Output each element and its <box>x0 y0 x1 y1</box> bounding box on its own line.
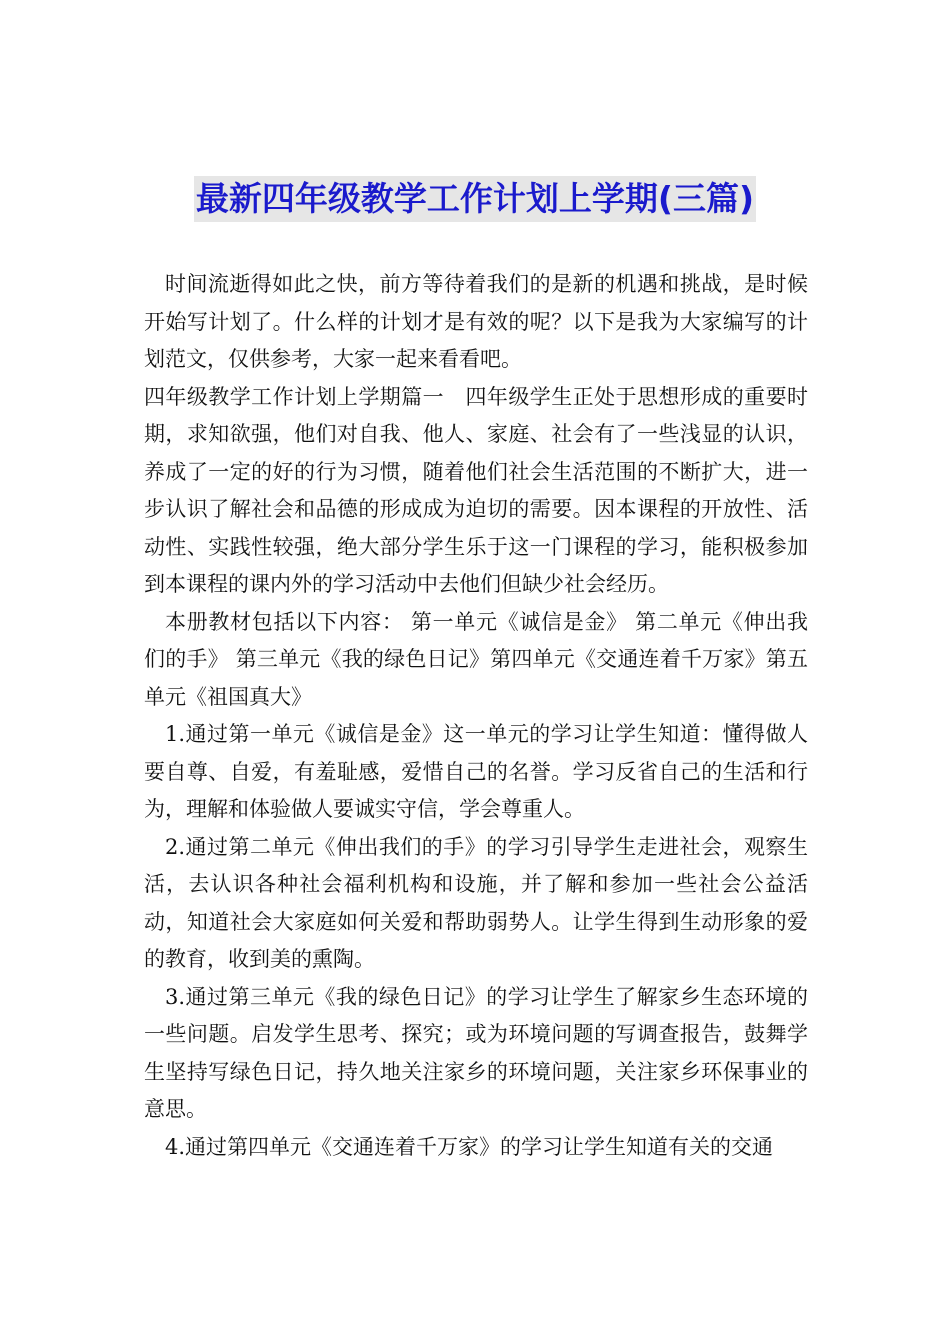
document-title: 最新四年级教学工作计划上学期(三篇) <box>194 176 756 222</box>
paragraph-unit-1: 1.通过第一单元《诚信是金》这一单元的学习让学生知道：懂得做人要自尊、自爱，有羞耻感，爱惜自己的名誉。学习反省自己的生活和行为，理解和体验做人要诚实守信，学会尊重人。 <box>144 722 808 821</box>
paragraph-unit-4: 4.通过第四单元《交通连着千万家》的学习让学生知道有关的交通 <box>165 1134 774 1159</box>
title-container <box>0 176 950 222</box>
paragraph-contents: 本册教材包括以下内容： 第一单元《诚信是金》 第二单元《伸出我们的手》 第三单元《我的绿色日记》第四单元《交通连着千万家》第五单元《祖国真大》 <box>144 609 808 709</box>
paragraph-intro: 时间流逝得如此之快，前方等待着我们的是新的机遇和挑战，是时候开始写计划了。什么样的计划才是有效的呢？以下是我为大家编写的计划范文，仅供参考，大家一起来看看吧。 <box>144 272 808 371</box>
document-body <box>144 266 808 1166</box>
paragraph-unit-3: 3.通过第三单元《我的绿色日记》的学习让学生了解家乡生态环境的一些问题。启发学生思考、探究；或为环境问题的写调查报告，鼓舞学生坚持写绿色日记，持久地关注家乡的环境问题，关注家乡环保事业的意思。 <box>144 984 808 1121</box>
paragraph-unit-2: 2.通过第二单元《伸出我们的手》的学习引导学生走进社会，观察生活，去认识各种社会福利机构和设施，并了解和参加一些社会公益活动，知道社会大家庭如何关爱和帮助弱势人。让学生得到生动形象的爱的教育，收到美的熏陶。 <box>144 834 808 971</box>
paragraph-part-one: 四年级教学工作计划上学期篇一 四年级学生正处于思想形成的重要时期，求知欲强，他们对自我、他人、家庭、社会有了一些浅显的认识，养成了一定的好的行为习惯，随着他们社会生活范围的不断扩大，进一步认识了解社会和品德的形成成为迫切的需要。因本课程的开放性、活动性、实践性较强，绝大部分学生乐于这一门课程的学习，能积极参加到本课程的课内外的学习活动中去他们但缺少社会经历。 <box>144 384 808 596</box>
